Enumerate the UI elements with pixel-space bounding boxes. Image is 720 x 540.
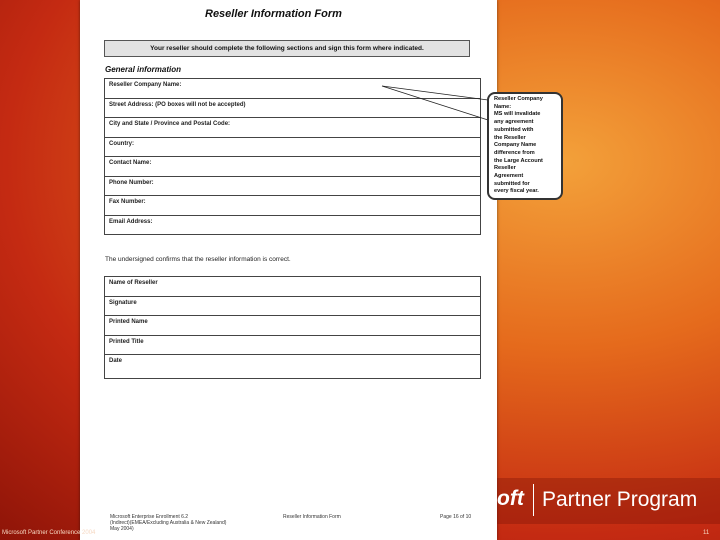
callout-line: every fiscal year.: [494, 188, 539, 195]
conference-label: Microsoft Partner Conference 2004: [2, 530, 96, 536]
footer-form-name: Reseller Information Form: [283, 514, 341, 520]
callout-line: the Reseller: [494, 134, 526, 141]
signature-row[interactable]: Signature: [105, 297, 480, 317]
annotation-callout: [487, 92, 563, 200]
field-row[interactable]: City and State / Province and Postal Code:: [105, 118, 480, 138]
signature-row[interactable]: Name of Reseller: [105, 277, 480, 297]
callout-line: Reseller: [494, 165, 516, 172]
form-title: Reseller Information Form: [205, 8, 342, 20]
callout-line: MS will invalidate: [494, 111, 541, 118]
callout-line: Agreement: [494, 173, 524, 180]
brand-logo-partial: oft: [497, 487, 524, 510]
field-row[interactable]: Contact Name:: [105, 157, 480, 177]
footer-line: Microsoft Enterprise Enrollment 6.2: [110, 514, 189, 520]
field-row[interactable]: Country:: [105, 138, 480, 158]
brand-program-label: Partner Program: [542, 488, 698, 511]
confirmation-text: The undersigned confirms that the reseller information is correct.: [105, 256, 291, 263]
footer-line: (Indirect)(EMEA/Excluding Australia & New Zealand): [110, 520, 227, 526]
section-heading: General information: [105, 65, 182, 74]
field-row[interactable]: Email Address:: [105, 216, 480, 236]
signature-row[interactable]: Date: [105, 355, 480, 379]
callout-line: submitted with: [494, 126, 534, 133]
instruction-banner: Your reseller should complete the following sections and sign this form where indicated.: [104, 40, 470, 57]
callout-line: submitted for: [494, 180, 530, 187]
callout-line: difference from: [494, 149, 535, 156]
field-row[interactable]: Fax Number:: [105, 196, 480, 216]
footer-page-number: Page 16 of 10: [440, 514, 472, 520]
callout-line: any agreement: [494, 119, 534, 126]
brand-divider: [533, 484, 534, 516]
callout-line: Company Name: [494, 142, 537, 149]
field-row[interactable]: Street Address: (PO boxes will not be accepted): [105, 99, 480, 119]
signature-row[interactable]: Printed Title: [105, 336, 480, 356]
footer-line: May 2004): [110, 526, 134, 532]
signature-row[interactable]: Printed Name: [105, 316, 480, 336]
callout-line: Name:: [494, 103, 512, 110]
slide-number: 11: [703, 530, 710, 536]
field-row[interactable]: Phone Number:: [105, 177, 480, 197]
field-row[interactable]: Reseller Company Name:: [105, 79, 480, 99]
callout-line: Reseller Company: [494, 96, 543, 102]
callout-line: the Large Account: [494, 157, 543, 164]
